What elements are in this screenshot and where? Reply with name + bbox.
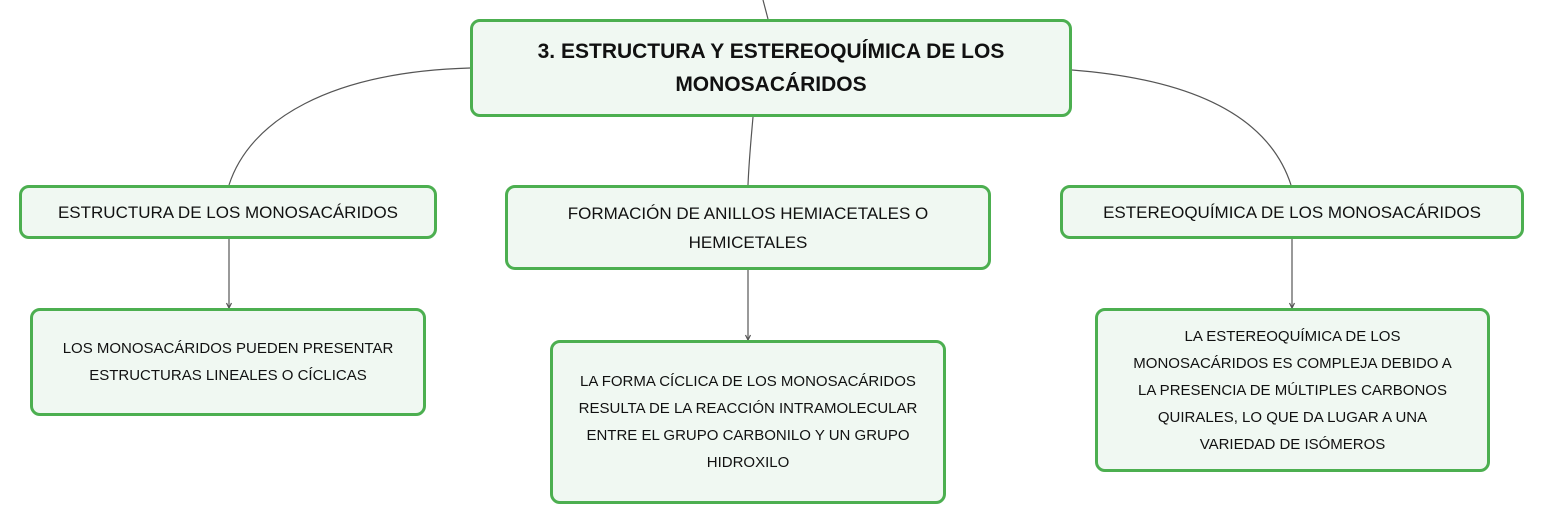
connector-root-to-rings: [748, 117, 753, 185]
root-topic-line: MONOSACÁRIDOS: [675, 73, 867, 96]
topic-label: HEMICETALES: [688, 232, 808, 252]
topic-stereochemistry-node[interactable]: [1060, 185, 1524, 239]
topic-ring-formation-node[interactable]: [505, 185, 991, 270]
detail-line: LOS MONOSACÁRIDOS PUEDEN PRESENTAR: [62, 340, 394, 357]
root-topic-line: 3. ESTRUCTURA Y ESTEREOQUÍMICA DE LOS: [537, 40, 1005, 63]
connector-root-to-stereo: [1072, 70, 1291, 185]
detail-line: LA PRESENCIA DE MÚLTIPLES CARBONOS: [1138, 381, 1447, 399]
root-topic-node[interactable]: [470, 19, 1072, 117]
detail-line: ESTRUCTURAS LINEALES O CÍCLICAS: [89, 367, 367, 384]
detail-line: MONOSACÁRIDOS ES COMPLEJA DEBIDO A: [1133, 354, 1452, 372]
detail-line: HIDROXILO: [706, 454, 790, 471]
detail-line: VARIEDAD DE ISÓMEROS: [1199, 435, 1386, 453]
detail-stereochemistry-node[interactable]: [1095, 308, 1490, 472]
detail-line: LA FORMA CÍCLICA DE LOS MONOSACÁRIDOS: [580, 373, 916, 390]
detail-line: LA ESTEREOQUÍMICA DE LOS: [1184, 327, 1401, 345]
topic-structure-node[interactable]: [19, 185, 437, 239]
connector-root-to-structure: [229, 68, 470, 185]
detail-ring-formation-node[interactable]: [550, 340, 946, 504]
incoming-connector: [763, 0, 768, 19]
topic-label: FORMACIÓN DE ANILLOS HEMIACETALES O: [567, 203, 929, 223]
topic-label: ESTRUCTURA DE LOS MONOSACÁRIDOS: [57, 202, 399, 222]
topic-label: ESTEREOQUÍMICA DE LOS MONOSACÁRIDOS: [1103, 202, 1481, 222]
detail-line: RESULTA DE LA REACCIÓN INTRAMOLECULAR: [578, 400, 918, 417]
detail-line: ENTRE EL GRUPO CARBONILO Y UN GRUPO: [586, 427, 910, 444]
detail-structure-node[interactable]: [30, 308, 426, 416]
detail-line: QUIRALES, LO QUE DA LUGAR A UNA: [1157, 408, 1428, 426]
